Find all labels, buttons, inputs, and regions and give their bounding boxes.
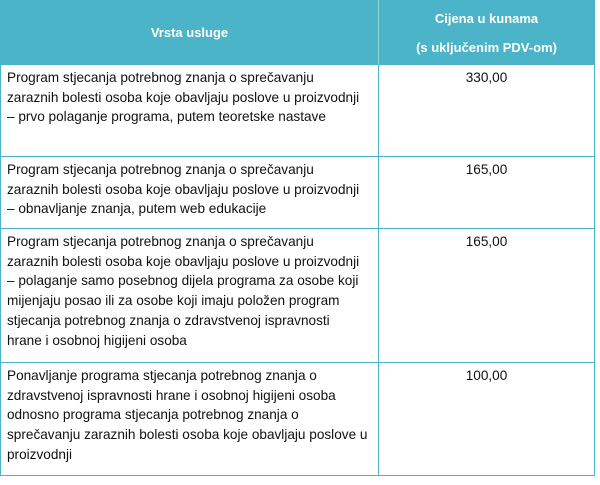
header-price <box>379 0 595 65</box>
table-row <box>1 157 595 229</box>
header-price-line1: Cijena u kunama <box>434 11 539 26</box>
table-row <box>1 229 595 363</box>
service-price: 165,00 <box>379 229 595 363</box>
service-description: Ponavljanje programa stjecanja potrebnog znanja o zdravstvenoj ispravnosti hrane i osobnoj higijeni osoba odnosno programa stjecanja potrebnog znanja o sprečavanju zaraznih bolesti osoba koje obavljaju poslove u proizvodnji <box>1 363 379 476</box>
service-description: Program stjecanja potrebnog znanja o sprečavanju zaraznih bolesti osoba koje obavljaju poslove u proizvodnji – prvo polaganje programa, putem teoretske nastave <box>1 65 379 157</box>
table-header <box>1 0 595 65</box>
service-description: Program stjecanja potrebnog znanja o sprečavanju zaraznih bolesti osoba koje obavljaju poslove u proizvodnji – obnavljanje znanja, putem web edukacije <box>1 157 379 229</box>
service-price: 100,00 <box>379 363 595 476</box>
table-body <box>1 65 595 476</box>
header-row <box>1 0 595 65</box>
header-service: Vrsta usluge <box>1 0 379 65</box>
service-price: 165,00 <box>379 157 595 229</box>
service-price: 330,00 <box>379 65 595 157</box>
table-row <box>1 65 595 157</box>
service-description: Program stjecanja potrebnog znanja o sprečavanju zaraznih bolesti osoba koje obavljaju poslove u proizvodnji – polaganje samo posebnog dijela programa za osobe koji mijenjaju posao ili za osobe koji imaju položen program stjecanja potrebnog znanja o zdravstvenoj ispravnosti hrane i osobnoj higijeni osoba <box>1 229 379 363</box>
table-row <box>1 363 595 476</box>
header-price-line2: (s uključenim PDV-om) <box>416 40 557 55</box>
